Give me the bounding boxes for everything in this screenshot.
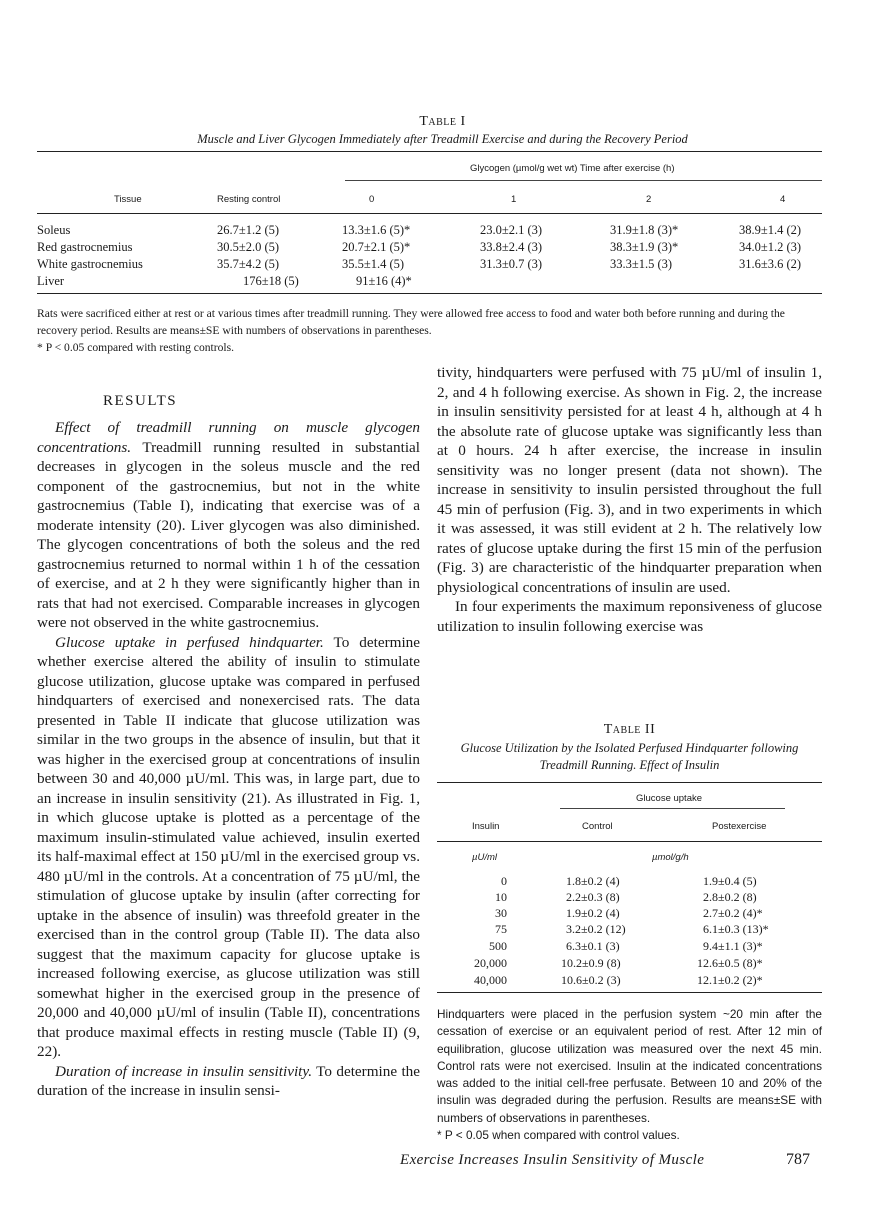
table1-cell: 34.0±1.2 (3) xyxy=(739,240,802,254)
paragraph-continued: tivity, hindquarters were perfused with 75 µU/ml of insulin 1, 2, and 4 h following exercise. As shown in Fig. 2, the increase in insulin sensitivity persisted for at least 4 h, although at 4 h the absolute rate of glucose uptake was significantly less than at 0 hours. 24 h after exercise, the increase in insulin sensitivity was no longer present (data not shown). The increase in sensitivity to insulin persisted throughout the full 45 min of perfusion (Fig. 3), and in two experiments in which it was assessed, it was still evident at 2 h. The relatively low rates of glucose uptake during the first 15 min of the perfusion (Fig. 3) are characteristic of the hindquarter preparation when physiological concentrations of insulin are used. xyxy=(437,364,822,596)
paragraph-title: Duration of increase in insulin sensitivity. xyxy=(55,1062,313,1080)
table1-cell: Red gastrocnemius xyxy=(37,240,133,254)
table2-group-rule xyxy=(560,808,785,809)
table1-cell: 38.9±1.4 (2) xyxy=(739,223,802,237)
page-number: 787 xyxy=(786,1151,810,1168)
results-heading: RESULTS xyxy=(103,393,178,409)
table1-cell: 35.5±1.4 (5) xyxy=(342,257,405,271)
right-column-text xyxy=(437,363,822,636)
table1-bottom-rule xyxy=(37,293,822,294)
table2-cell: 2.2±0.3 (8) xyxy=(566,890,620,904)
table2-cell: 30 xyxy=(495,906,507,920)
table2-top-rule xyxy=(437,782,822,783)
table2-header-insulin: Insulin xyxy=(472,821,500,832)
table1-cell: Liver xyxy=(37,274,65,288)
table1-group-rule xyxy=(345,180,822,181)
table1-footnote: Rats were sacrificed either at rest or at various times after treadmill running. They were allowed free access to food and water both before running and during the recovery period. Results are means±SE with numbers of observations in parentheses. xyxy=(37,307,785,337)
table2-cell: 75 xyxy=(495,922,507,936)
table1-cell: White gastrocnemius xyxy=(37,257,143,271)
table2-cell: 10.6±0.2 (3) xyxy=(561,973,621,987)
table1-header-0h: 0 xyxy=(369,194,375,205)
table1-header-rule xyxy=(37,213,822,214)
table2-cell: 2.8±0.2 (8) xyxy=(703,890,757,904)
table2-cell: 1.9±0.4 (5) xyxy=(703,874,757,888)
table2-cell: 20,000 xyxy=(474,956,507,970)
table2-cell: 12.1±0.2 (2)* xyxy=(697,973,763,987)
paragraph-body: To determine the duration of the increase in insulin sensi- xyxy=(37,1062,421,1099)
paragraph-body: Treadmill running resulted in substantial decreases in glycogen in the soleus muscle and the red component of the gastrocnemius, but not in the white gastrocnemius (Table I), indicating that exercise was of a moderate intensity (20). Liver glycogen was also diminished. The glycogen concentrations of both the soleus and the red gastrocnemius returned to normal within 1 h of the cessation of exercise, and at 2 h they were significantly higher than in rats that had not exercised. Comparable increases in glycogen were not observed in the white gastrocnemius. xyxy=(37,438,420,631)
table2-cell: 6.3±0.1 (3) xyxy=(566,939,620,953)
table2-cell: 6.1±0.3 (13)* xyxy=(703,922,769,936)
table1-title: Table I xyxy=(419,114,466,129)
table2-header-rule xyxy=(437,841,822,842)
table1-cell: 33.8±2.4 (3) xyxy=(480,240,543,254)
table1-cell: 26.7±1.2 (5) xyxy=(217,223,280,237)
table1-header-4h: 4 xyxy=(780,194,786,205)
table1-top-rule xyxy=(37,151,822,152)
table2-title: Table II xyxy=(603,722,656,737)
table1-cell: 176±18 (5) xyxy=(243,274,299,288)
table2-bottom-rule xyxy=(437,992,822,993)
running-title: Exercise Increases Insulin Sensitivity of Muscle xyxy=(400,1152,705,1168)
table1-cell: Soleus xyxy=(37,223,71,237)
left-column-text xyxy=(37,418,420,1101)
table1-cell: 20.7±2.1 (5)* xyxy=(342,240,411,254)
table2-cell: 0 xyxy=(501,874,507,888)
paragraph-body: To determine whether exercise altered the ability of insulin to stimulate glucose utilization, glucose uptake was compared in perfused hindquarters of exercised and nonexercised rats. The data presented in Table II indicate that glucose utilization was similar in the two groups in the absence of insulin, but that it was higher in the exercised group at concentrations of insulin between 30 and 40,000 µU/ml. This was, in large part, due to an increase in insulin sensitivity (21). As illustrated in Fig. 1, in which glucose uptake is plotted as a percentage of the maximum insulin-stimulated value achieved, insulin exerted its half-maximal effect at 150 µU/ml in the exercised group vs. 480 µU/ml in the controls. At a concentration of 75 µU/ml, the stimulation of glucose uptake by insulin (after correcting for uptake in the absence of insulin) was threefold greater in the exercised than in the control group (Table II). The data also suggest that the maximum capacity for glucose uptake is increased following exercise, as glucose utilization was still somewhat higher in the exercised group in the presence of 20,000 and 40,000 µU/ml of insulin (Table II), concentrations that produce maximal effects in resting muscle (Table II) (9, 22). xyxy=(37,633,420,1060)
table1-cell: 35.7±4.2 (5) xyxy=(217,257,280,271)
table2-cell: 1.8±0.2 (4) xyxy=(566,874,620,888)
table2-unit-uptake: µmol/g/h xyxy=(652,852,689,863)
table1-caption: Muscle and Liver Glycogen Immediately after Treadmill Exercise and during the Recovery Period xyxy=(197,132,688,146)
table1-group-header: Glycogen (µmol/g wet wt) Time after exercise (h) xyxy=(470,163,675,174)
table1-header-resting: Resting control xyxy=(217,194,281,205)
table2-caption: Glucose Utilization by the Isolated Perfused Hindquarter following Treadmill Running. Effect of Insulin xyxy=(460,741,799,772)
table1-header-tissue: Tissue xyxy=(114,194,142,205)
table2-footnote xyxy=(437,1006,822,1144)
table2-cell: 10 xyxy=(495,890,507,904)
table1-cell: 30.5±2.0 (5) xyxy=(217,240,280,254)
table2-cell: 12.6±0.5 (8)* xyxy=(697,956,763,970)
table2-cell: 1.9±0.2 (4) xyxy=(566,906,620,920)
table1-cell: 31.3±0.7 (3) xyxy=(480,257,543,271)
table2-note-text: Hindquarters were placed in the perfusion system ~20 min after the cessation of exercise or an equivalent period of rest. After 12 min of equilibration, glucose utilization was measured over the next 45 min. Control rats were not exercised. Insulin at the indicated concentrations was added to the initial cell-free perfusate. Between 10 and 20% of the insulin was degraded during the perfusion. Results are means±SE with numbers of observations in parentheses. xyxy=(437,1007,822,1125)
table2-cell: 9.4±1.1 (3)* xyxy=(703,939,763,953)
table2-header-control: Control xyxy=(582,821,613,832)
table1-cell: 23.0±2.1 (3) xyxy=(480,223,543,237)
table1-cell: 33.3±1.5 (3) xyxy=(610,257,673,271)
table1-header-1h: 1 xyxy=(511,194,517,205)
table2-cell: 3.2±0.2 (12) xyxy=(566,922,626,936)
paragraph-glycogen xyxy=(37,418,420,633)
table1-cell: 31.9±1.8 (3)* xyxy=(610,223,679,237)
table2-group-header: Glucose uptake xyxy=(636,793,703,804)
table2-cell: 40,000 xyxy=(474,973,507,987)
paragraph-title: Effect of treadmill running on muscle glycogen concentrations. xyxy=(37,419,420,456)
table1-cell: 31.6±3.6 (2) xyxy=(739,257,802,271)
table2-header-postexercise: Postexercise xyxy=(712,821,767,832)
table2-cell: 10.2±0.9 (8) xyxy=(561,956,621,970)
table2-unit-insulin: µU/ml xyxy=(472,852,497,863)
paragraph-glucose-uptake xyxy=(37,633,420,1062)
table1-significance-note: * P < 0.05 compared with resting controls. xyxy=(37,341,235,354)
table1-cell: 13.3±1.6 (5)* xyxy=(342,223,411,237)
paragraph-responsiveness: In four experiments the maximum reponsiveness of glucose utilization to insulin following exercise was xyxy=(437,598,822,635)
table1-cell: 38.3±1.9 (3)* xyxy=(610,240,679,254)
table2-cell: 2.7±0.2 (4)* xyxy=(703,906,763,920)
table2-cell: 500 xyxy=(489,939,507,953)
table1-header-2h: 2 xyxy=(646,194,652,205)
table2-significance-note: * P < 0.05 when compared with control values. xyxy=(437,1128,680,1143)
paragraph-title: Glucose uptake in perfused hindquarter. xyxy=(55,633,324,651)
paragraph-duration xyxy=(37,1062,420,1101)
table1-cell: 91±16 (4)* xyxy=(356,274,412,288)
